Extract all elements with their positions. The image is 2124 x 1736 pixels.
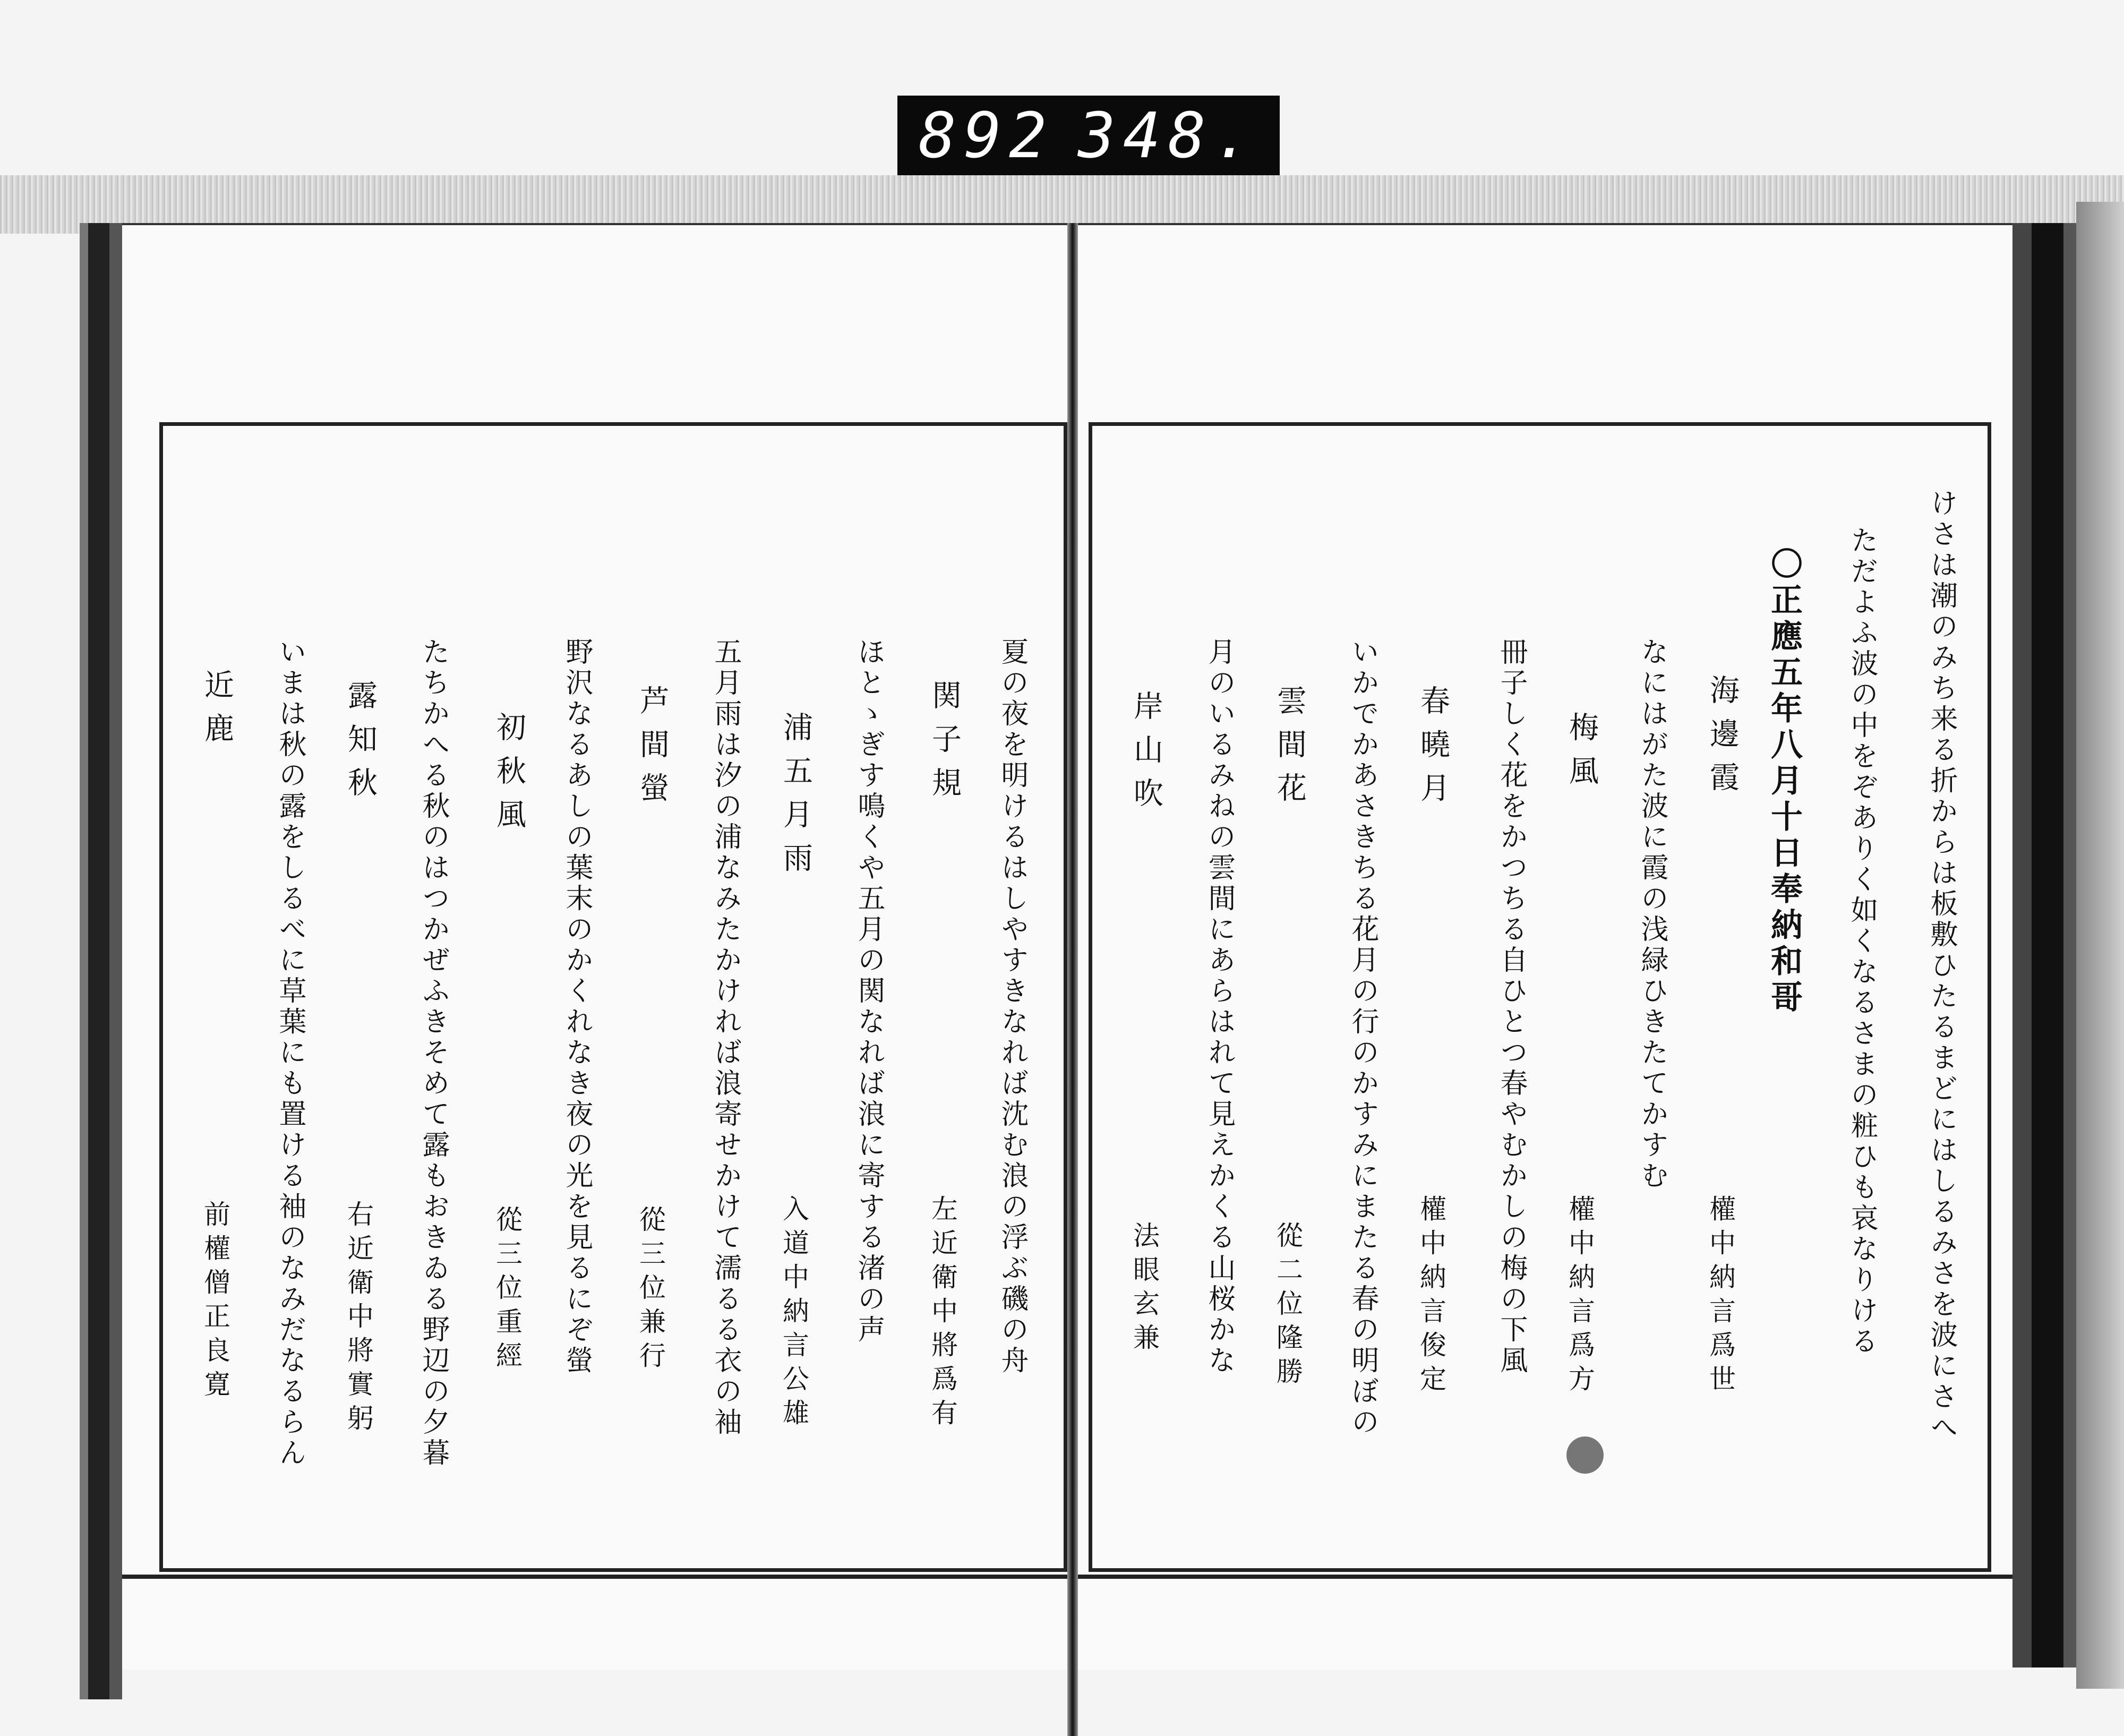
book-left-edge (80, 223, 122, 1699)
entry-title: 春曉月 (1416, 685, 1450, 816)
right-bottom-rule (1078, 1575, 2012, 1579)
entry-title: 露知秋 (343, 680, 378, 810)
book-right-edge (2012, 223, 2076, 1667)
intro-line-2: ただよふ波の中をぞありく如くなるさまの粧ひも哀なりける (1846, 526, 1878, 1357)
counter-right: 348. (1077, 99, 1258, 172)
entry-poem: いかでかあさきちる花月の行のかすみにまたる春の明ぼの (1347, 637, 1378, 1438)
frame-counter (897, 96, 1280, 175)
entry-author: 權中納言俊定 (1416, 1195, 1446, 1399)
entry-title: 岸山吹 (1129, 690, 1163, 821)
entry-author: 法眼玄兼 (1129, 1221, 1160, 1357)
book-right-shadow (2076, 202, 2124, 1689)
entry-author: 從三位兼行 (635, 1205, 666, 1375)
intro-line-1: けさは潮のみち来る折からは板敷ひたるまどにはしるみさを波にさへ (1925, 489, 1957, 1443)
entry-poem: ほとゝぎす鳴くや五月の関なれば浪に寄する渚の声 (853, 637, 885, 1346)
entry-author: 權中納言爲世 (1705, 1195, 1736, 1399)
left-bottom-rule (122, 1575, 1067, 1579)
counter-left: 892 (919, 99, 1055, 172)
entry-poem: 冊子しく花をかつちる自ひとつ春やむかしの梅の下風 (1495, 637, 1527, 1376)
entry-author: 左近衛中將爲有 (927, 1195, 958, 1433)
entry-poem: なにはがた波に霞の浅緑ひきたてかすむ (1636, 637, 1668, 1192)
entry-title: 初秋風 (492, 712, 526, 842)
book-spine (1067, 223, 1078, 1736)
entry-poem: 夏の夜を明けるはしやすきなれば沈む浪の浮ぶ磯の舟 (996, 637, 1028, 1376)
entry-author: 權中納言爲方 (1564, 1195, 1595, 1399)
entry-title: 梅風 (1564, 712, 1599, 799)
entry-poem: たちかへる秋のはつかぜふきそめて露もおきゐる野辺の夕暮 (417, 637, 449, 1469)
entry-poem: 五月雨は汐の浦なみたかければ浪寄せかけて濡るる衣の袖 (709, 637, 741, 1438)
entry-author: 從二位隆勝 (1272, 1221, 1303, 1391)
section-heading: 〇正應五年八月十日奉納和哥 (1766, 547, 1803, 1016)
entry-title: 芦間螢 (635, 685, 670, 816)
entry-author: 入道中納言公雄 (778, 1195, 809, 1433)
entry-title: 雲間花 (1272, 685, 1307, 816)
entry-poem: いまは秋の露をしるべに草葉にも置ける袖のなみだなるらん (274, 637, 306, 1469)
ink-spot (1566, 1436, 1604, 1474)
entry-title: 浦五月雨 (778, 712, 813, 886)
entry-title: 近鹿 (200, 669, 234, 756)
entry-author: 從三位重經 (492, 1205, 523, 1375)
entry-poem: 月のいるみねの雲間にあらはれて見えかくる山桜かな (1203, 637, 1235, 1376)
entry-title: 海邊霞 (1705, 674, 1740, 805)
entry-author: 右近衛中將實躬 (343, 1200, 374, 1438)
entry-poem: 野沢なるあしの葉末のかくれなき夜の光を見るにぞ螢 (561, 637, 593, 1376)
entry-author: 前權僧正良寛 (200, 1200, 230, 1404)
entry-title: 関子規 (927, 680, 962, 810)
